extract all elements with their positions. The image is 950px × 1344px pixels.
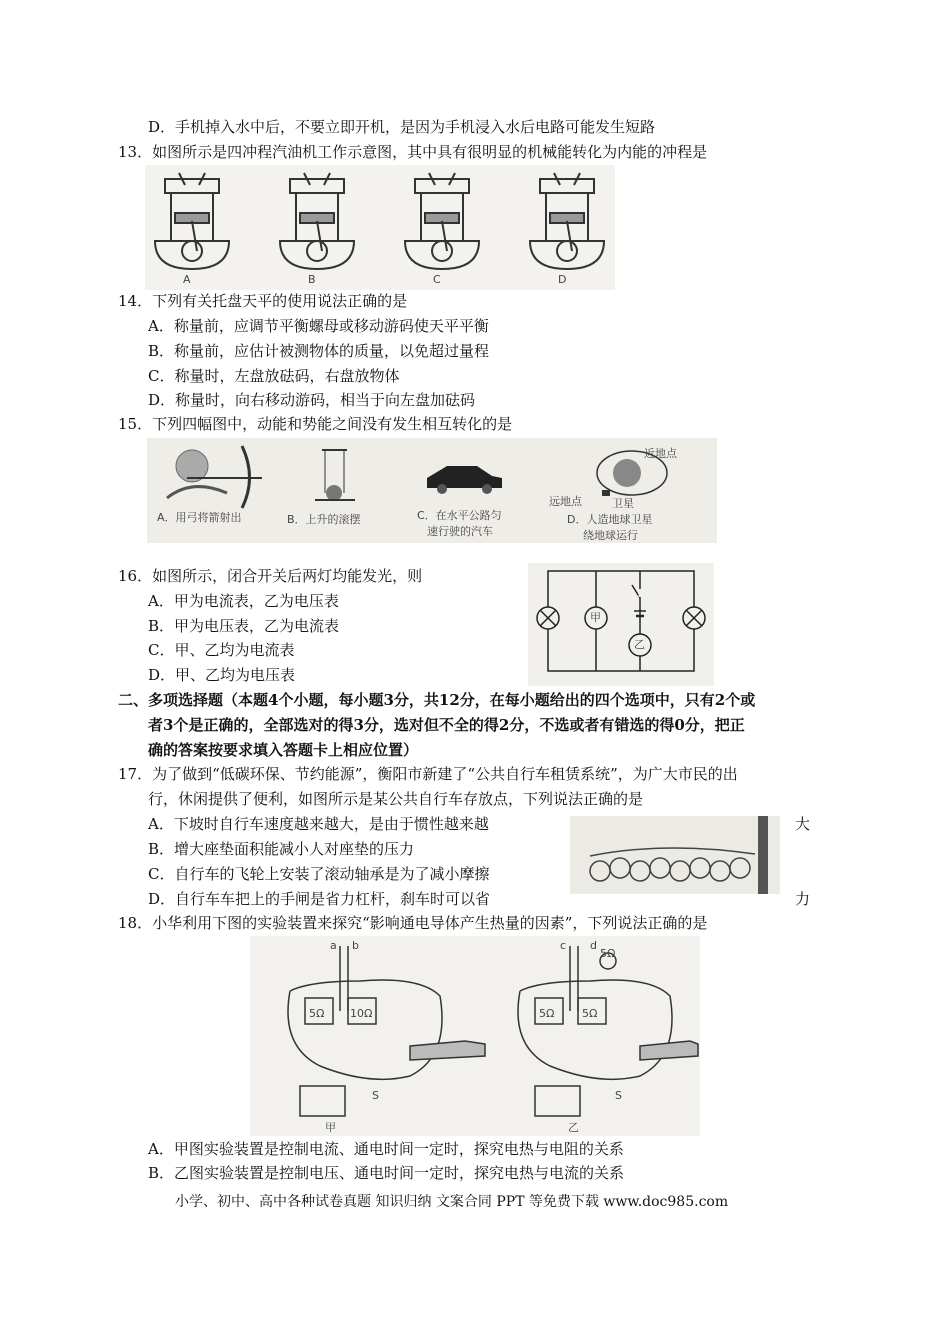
q16-stem: 16．如图所示，闭合开关后两灯均能发光，则 [118,567,423,585]
caption-d1: D．人造地球卫星 [567,513,653,526]
engine-label-c: C [433,273,441,286]
q15-stem: 15．下列四幅图中，动能和势能之间没有发生相互转化的是 [118,415,513,433]
q18-option-a: A．甲图实验装置是控制电流、通电时间一定时，探究电热与电阻的关系 [148,1140,624,1158]
tube-label-b: b [352,939,359,952]
caption-d2: 绕地球运行 [583,529,638,542]
caption-c2: 速行驶的汽车 [427,525,493,538]
res-label-4: 5Ω [582,1007,598,1020]
q17-option-c: C．自行车的飞轮上安装了滚动轴承是为了减小摩擦 [148,865,490,883]
q17-option-a: A．下坡时自行车速度越来越大，是由于惯性越来越 [148,815,489,833]
section2-line2: 者3个是正确的，全部选对的得3分，选对但不全的得2分，不选或者有错选的得0分，把正 [148,716,745,734]
q18-option-b: B．乙图实验装置是控制电压、通电时间一定时，探究电热与电流的关系 [148,1164,625,1182]
q17-option-a-end: 大 [795,815,811,833]
q15-energy-figure [147,438,717,543]
perigee-label: 近地点 [644,447,677,460]
switch-label-1: S [372,1089,379,1102]
q17-option-d-end: 力 [795,890,811,908]
q13-stem: 13．如图所示是四冲程汽油机工作示意图，其中具有很明显的机械能转化为内能的冲程是 [118,143,708,161]
q14-option-c: C．称量时，左盘放砝码，右盘放物体 [148,367,400,385]
tube-label-a: a [330,939,337,952]
section2-line1: 二、多项选择题（本题4个小题，每小题3分，共12分，在每小题给出的四个选项中，只有2个或 [118,691,756,709]
q17-option-d: D．自行车车把上的手闸是省力杠杆，刹车时可以省 [148,890,491,908]
q16-option-a: A．甲为电流表，乙为电压表 [148,592,339,610]
meter-yi-label: 乙 [634,638,645,651]
engine-label-d: D [558,273,567,286]
q14-option-b: B．称量前，应估计被测物体的质量，以免超过量程 [148,342,490,360]
meter-jia-label: 甲 [590,611,601,624]
engine-label-b: B [308,273,316,286]
q14-option-a: A．称量前，应调节平衡螺母或移动游码使天平平衡 [148,317,489,335]
q13-engine-figure [145,165,615,290]
q16-option-d: D．甲、乙均为电压表 [148,666,296,684]
q17-stem-2: 行，休闲提供了便利，如图所示是某公共自行车存放点，下列说法正确的是 [148,790,644,808]
satellite-label: 卫星 [612,497,634,510]
engine-label-a: A [183,273,191,286]
res-label-5: 5Ω [600,947,616,960]
caption-c1: C．在水平公路匀 [417,509,502,522]
fig-jia-label: 甲 [325,1121,336,1134]
apogee-label: 远地点 [549,495,582,508]
section2-line3: 确的答案按要求填入答题卡上相应位置） [148,741,419,759]
q17-bicycle-figure [570,816,780,894]
q16-option-b: B．甲为电压表，乙为电流表 [148,617,340,635]
switch-label-2: S [615,1089,622,1102]
q14-stem: 14．下列有关托盘天平的使用说法正确的是 [118,292,408,310]
res-label-2: 10Ω [350,1007,373,1020]
q14-option-d: D．称量时，向右移动游码，相当于向左盘加砝码 [148,391,476,409]
page-footer: 小学、初中、高中各种试卷真题 知识归纳 文案合同 PPT 等免费下载 www.doc985.com [175,1194,729,1210]
tube-label-d: d [590,939,597,952]
caption-b: B．上升的滚摆 [287,513,361,526]
tube-label-c: c [560,939,567,952]
q17-stem-1: 17．为了做到“低碳环保、节约能源”，衡阳市新建了“公共自行车租赁系统”，为广大市民的出 [118,765,738,783]
q17-option-b: B．增大座垫面积能减小人对座垫的压力 [148,840,415,858]
caption-a: A．用弓将箭射出 [157,511,242,524]
res-label-1: 5Ω [309,1007,325,1020]
q12-option-d: D．手机掉入水中后，不要立即开机，是因为手机浸入水后电路可能发生短路 [148,118,656,136]
q18-stem: 18．小华利用下图的实验装置来探究“影响通电导体产生热量的因素”，下列说法正确的是 [118,914,708,932]
q18-apparatus-figure [250,936,700,1136]
fig-yi-label: 乙 [568,1121,579,1134]
q16-circuit-figure [528,563,714,686]
res-label-3: 5Ω [539,1007,555,1020]
q16-option-c: C．甲、乙均为电流表 [148,641,295,659]
